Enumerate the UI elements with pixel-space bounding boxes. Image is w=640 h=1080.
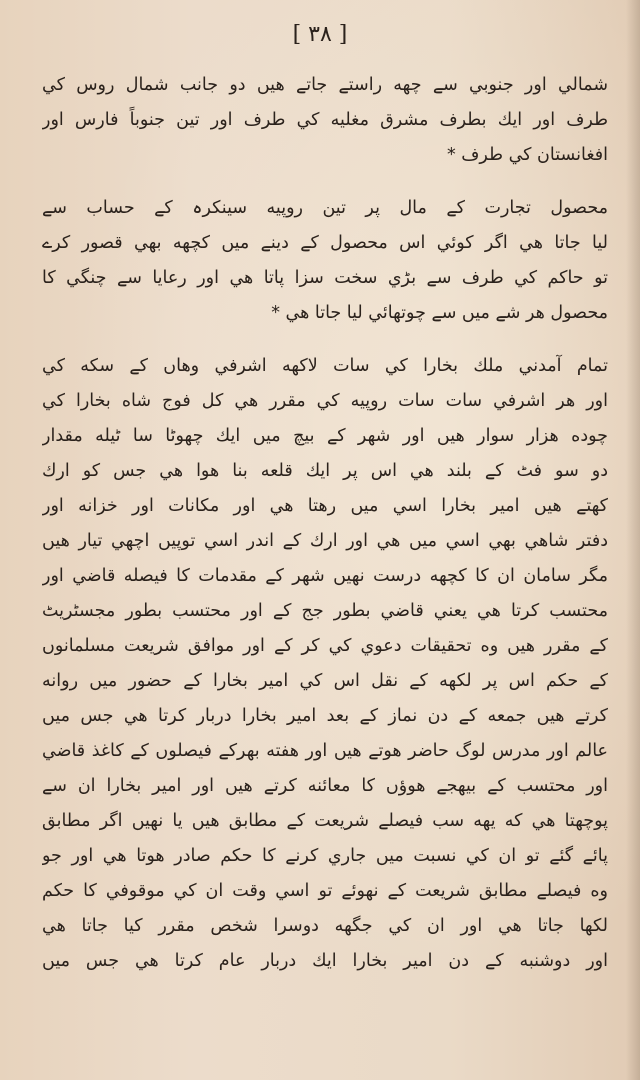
- text-line: دفتر شاهي بهي اسي ميں هي اور ارك كے اندر اسي توپيں اچهي تيار هيں: [42, 531, 608, 551]
- paragraph-1: [42, 68, 608, 173]
- text-line: وه فيصلے مطابق شريعت كے نهوئے تو اسي وقت ان كي موقوفي كا حكم: [42, 881, 608, 901]
- text-line: كے مقرر هيں وه تحقيقات دعوي كي كر كے اور موافق شريعت مسلمانوں: [42, 636, 608, 656]
- text-line: كرتے هيں جمعه كے دن نماز كے بعد امير بخارا دربار كرتا هي جس ميں: [42, 706, 608, 726]
- text-line: دو سو فٹ كے بلند هي اس پر ايك قلعه بنا هوا هي جس كو ارك: [42, 461, 608, 481]
- text-line: طرف اور ايك بطرف مشرق مغليه كي طرف اور تين جنوباً فارس اور: [42, 110, 608, 130]
- text-line: عالم اور مدرس لوگ حاضر هوتے هيں اور هفته بهركے فيصلوں كے كاغذ قاضي: [42, 741, 608, 761]
- text-line: ليا جاتا هي اگر كوئي اس محصول كے دينے ميں كچهه بهي قصور كرے: [42, 233, 608, 253]
- body-text: [42, 68, 608, 997]
- text-line: اور محتسب كے بيهجے هوؤں كا معائنه كرتے هيں اور امير بخارا ان سے: [42, 776, 608, 796]
- text-line: تمام آمدني ملك بخارا كي سات لاكهه اشرفي وهاں كے سكه كي: [42, 356, 608, 376]
- paragraph-3: [42, 349, 608, 979]
- text-line: اور هر اشرفي سات سات روپيه كي مقرر هي كل فوج شاه بخارا كي: [42, 391, 608, 411]
- text-line: اور دوشنبه كے دن امير بخارا ايك دربار عام كرتا هي جس ميں: [42, 951, 608, 971]
- text-line: محصول هر شے ميں سے چوتهائي ليا جاتا هي *: [271, 303, 608, 323]
- text-line: محتسب كرتا هي يعني قاضي بطور جج كے اور محتسب بطور مجسٹريٹ: [42, 601, 608, 621]
- text-line: پوچهتا هي كه يهه سب فيصلے شريعت كے مطابق هيں يا نهيں اگر مطابق: [42, 811, 608, 831]
- text-line: پائے گئے تو ان كي نسبت ميں جاري كرنے كا حكم صادر هوتا هي اور جو: [42, 846, 608, 866]
- text-line: تو حاكم كي طرف سے بڑي سخت سزا پاتا هي اور رعايا سے چنگي كا: [42, 268, 608, 288]
- text-line: مگر سامان ان كا كچهه درست نهيں شهر كے مقدمات كا فيصله قاضي اور: [42, 566, 608, 586]
- text-line: افغانستان كي طرف *: [446, 145, 608, 165]
- text-line: كهتے هيں امير بخارا اسي ميں رهتا هي اور مكانات اور خزانه اور: [42, 496, 608, 516]
- text-line: چوده هزار سوار هيں اور شهر كے بيچ ميں ايك چهوٹا سا ٹيله مقدار: [42, 426, 608, 446]
- page-number: [ ۳۸ ]: [292, 22, 348, 47]
- paragraph-2: [42, 191, 608, 331]
- text-line: شمالي اور جنوبي سے چهه راستے جاتے هيں دو جانب شمال روس كي: [42, 75, 608, 95]
- text-line: محصول تجارت كے مال پر تين روپيه سينكرہ كے حساب سے: [42, 198, 608, 218]
- text-line: لكها جاتا هي اور ان كي جگهه دوسرا شخص مقرر كيا جاتا هي: [42, 916, 608, 936]
- text-line: كے حكم اس پر لكهه كے نقل اس كي امير بخارا كے حضور ميں روانه: [42, 671, 608, 691]
